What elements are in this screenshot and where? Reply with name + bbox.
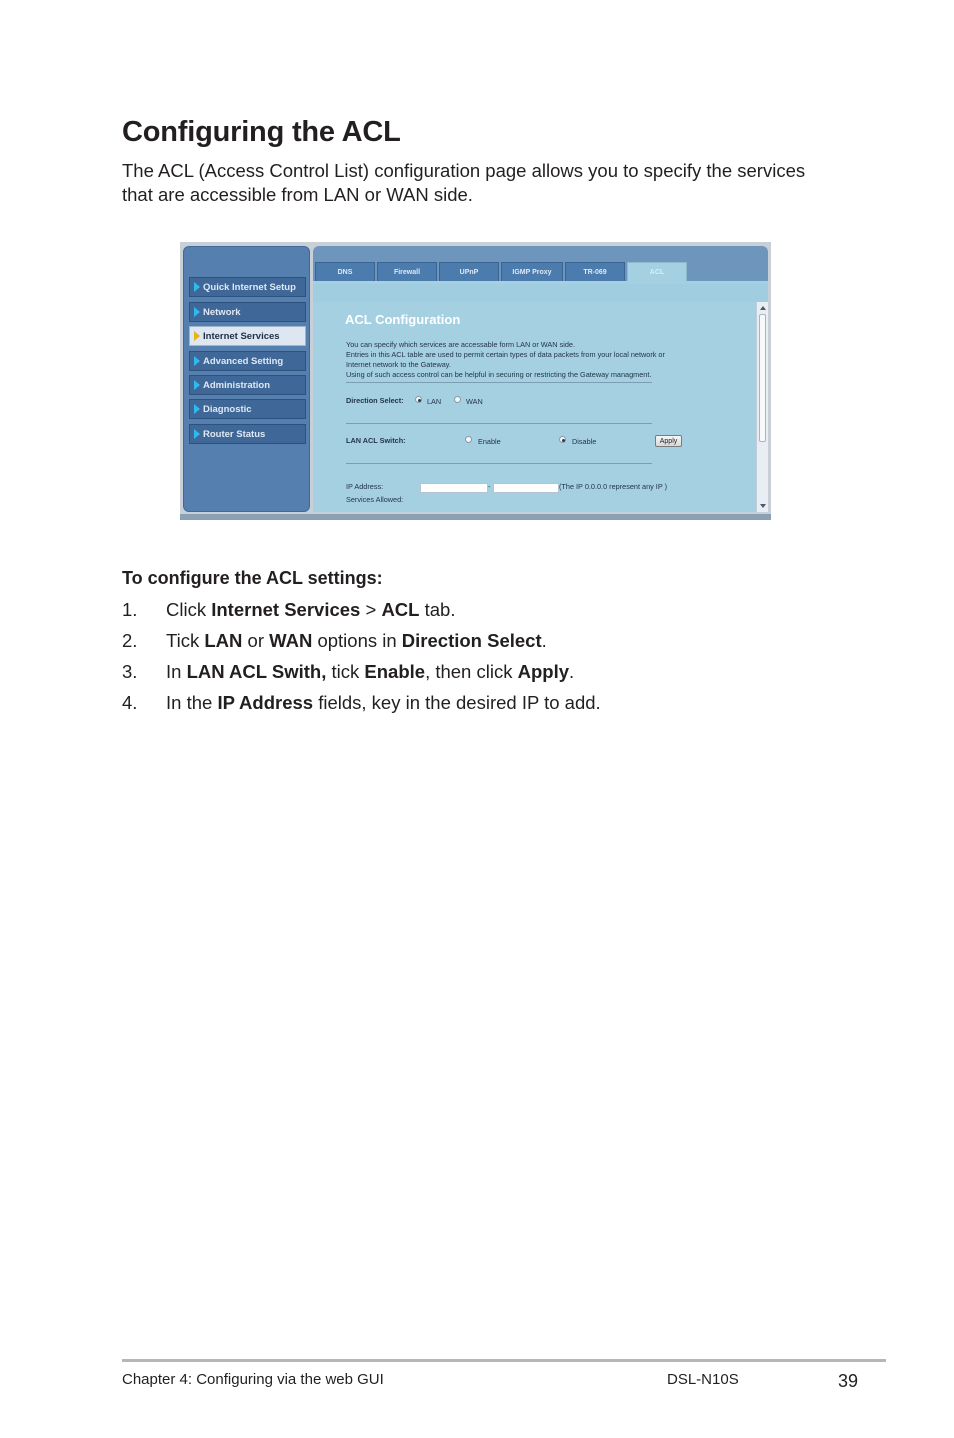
scroll-up-icon[interactable] [760,306,766,310]
services-allowed-label: Services Allowed: [346,495,404,504]
acl-configuration-title: ACL Configuration [345,312,461,327]
content-frame [313,246,768,512]
arrow-icon [194,331,200,341]
apply-button[interactable]: Apply [655,435,682,447]
arrow-icon [194,307,200,317]
ip-start-input[interactable] [420,482,491,493]
direction-wan-label: WAN [466,397,483,406]
footer-divider [122,1359,886,1362]
sidebar-item-label: Diagnostic [203,403,252,415]
sidebar-item-network[interactable] [189,302,306,322]
sidebar-item-label: Internet Services [203,330,280,342]
ip-range-separator: - [488,482,491,491]
arrow-icon [194,282,200,292]
step-number: 4. [122,692,138,713]
sidebar-menu [183,246,310,512]
acl-description [346,340,726,380]
sidebar-item-router-status[interactable] [189,424,306,444]
ip-hint: (The IP 0.0.0.0 represent any IP ) [559,482,668,491]
sidebar-item-quick-internet-setup[interactable] [189,277,306,297]
arrow-icon [194,429,200,439]
sidebar-item-label: Quick Internet Setup [203,281,296,293]
description-line: You can specify which services are accessable form LAN or WAN side. [346,340,575,349]
scrollbar[interactable] [756,302,768,512]
ip-end-input[interactable] [493,483,559,493]
sidebar-item-label: Router Status [203,428,266,440]
panel-content [313,302,756,512]
acl-screenshot [180,242,771,520]
direction-select-label: Direction Select: [346,396,404,405]
tab-igmp-proxy[interactable]: IGMP Proxy [501,262,563,281]
sidebar-item-label: Advanced Setting [203,355,284,367]
step-number: 1. [122,599,138,620]
description-line: Entries in this ACL table are used to permit certain types of data packets from your local network or [346,350,665,359]
tab-firewall[interactable]: Firewall [377,262,437,281]
step-number: 2. [122,630,138,651]
divider [346,423,652,424]
page-title: Configuring the ACL [122,116,401,148]
screenshot-bottom-bar [180,514,771,520]
arrow-icon [194,404,200,414]
description-line: Internet network to the Gateway. [346,360,451,369]
footer-chapter: Chapter 4: Configuring via the web GUI [122,1371,384,1388]
acl-enable-label: Enable [478,437,501,446]
acl-enable-radio[interactable] [465,436,472,443]
lan-acl-switch-label: LAN ACL Switch: [346,436,406,445]
divider [346,463,652,464]
page-number: 39 [838,1371,859,1391]
step-text: In the IP Address fields, key in the desired IP to add. [166,692,601,713]
direction-lan-label: LAN [427,397,442,406]
tab-acl[interactable]: ACL [627,262,687,281]
sidebar-item-label: Administration [203,379,271,391]
step-number: 3. [122,661,138,682]
direction-lan-radio[interactable] [415,396,422,403]
sidebar-item-label: Network [203,306,241,318]
direction-wan-radio[interactable] [454,396,461,403]
acl-disable-radio[interactable] [559,436,566,443]
tab-dns[interactable]: DNS [315,262,375,281]
arrow-icon [194,380,200,390]
sidebar-item-advanced-setting[interactable] [189,351,306,371]
scroll-down-icon[interactable] [760,504,766,508]
step-text: Click Internet Services > ACL tab. [166,599,456,620]
steps-heading: To configure the ACL settings: [122,568,383,588]
step-text: Tick LAN or WAN options in Direction Select. [166,630,547,651]
step-text: In LAN ACL Swith, tick Enable, then click Apply. [166,661,575,682]
footer-model: DSL-N10S [667,1371,739,1388]
arrow-icon [194,356,200,366]
scroll-thumb[interactable] [759,314,766,442]
acl-panel [313,284,768,512]
panel-header [313,284,768,302]
tab-tr-069[interactable]: TR-069 [565,262,625,281]
ip-address-label: IP Address: [346,482,384,491]
sidebar-item-administration[interactable] [189,375,306,395]
sidebar-item-diagnostic[interactable] [189,399,306,419]
divider [346,382,652,383]
intro-paragraph: The ACL (Access Control List) configuration page allows you to specify the services that are accessible from LAN or WAN side. [122,160,806,205]
description-line: Using of such access control can be helpful in securing or restricting the Gateway managment. [346,370,652,379]
tab-upnp[interactable]: UPnP [439,262,499,281]
acl-disable-label: Disable [572,437,597,446]
sidebar-item-internet-services[interactable] [189,326,306,346]
